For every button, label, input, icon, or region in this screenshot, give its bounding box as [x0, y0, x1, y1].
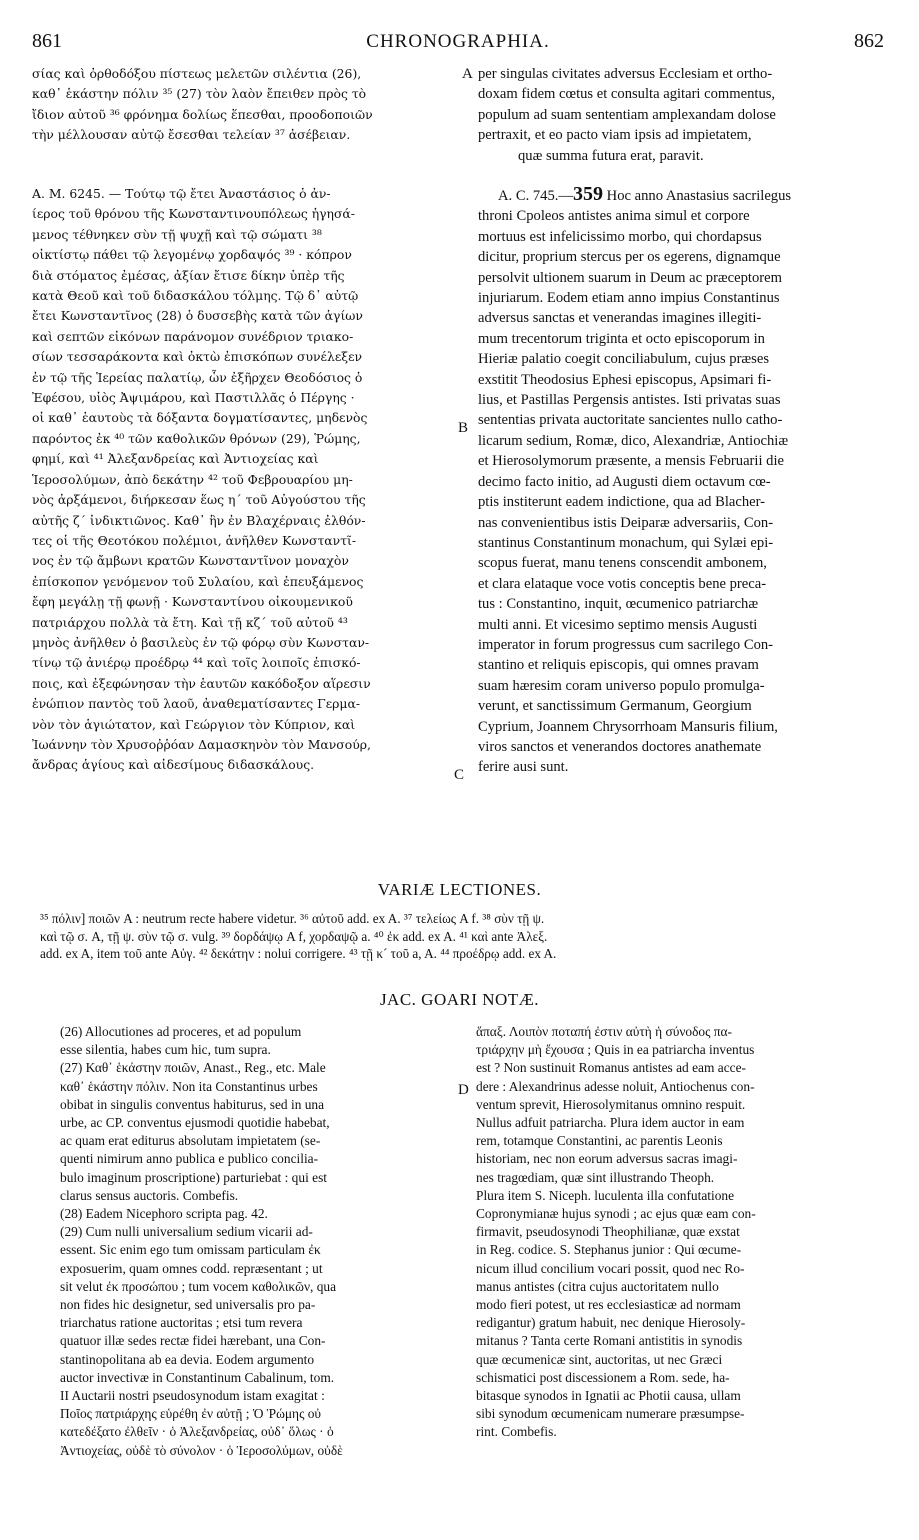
greek-line: οἱ καθ᾽ ἑαυτοὺς τὰ δόξαντα δογματίσαντες, μηδενὸς — [32, 410, 368, 426]
note-line: obibat in singulis conventus habiturus, sed in una — [60, 1096, 325, 1112]
note-line: ventum sprevit, Hierosolymitanus omnino respuit. — [476, 1096, 746, 1112]
variant-line: ³⁵ πόλιν] ποιῶν A : neutrum recte habere videtur. ³⁶ αὐτοῦ add. ex A. ³⁷ τελείως A f. ³⁸ σὺν τῇ ψ. — [40, 911, 545, 926]
greek-line: μενος τέθνηκεν σὺν τῇ ψυχῇ καὶ τῷ σώματι ³⁸ — [32, 226, 322, 242]
note-line: bitasque synodos in Ignatii ac Photii causa, ullam — [476, 1388, 741, 1404]
latin-line: quæ summa futura erat, paravit. — [518, 147, 704, 164]
greek-line: καὶ σεπτῶν εἰκόνων παράνομον συνέδριον τριακο- — [32, 328, 354, 344]
greek-line: Ἐφέσου, υἱὸς Ἀψιμάρου, καὶ Παστιλλᾶς ὁ Πέργης · — [32, 390, 355, 406]
note-line: redigantur) gratum habuit, nec denique Hierosoly- — [476, 1315, 746, 1331]
latin-line: lius, et Pastillas Pergensis antistes. Isti privatas suas — [478, 392, 781, 409]
latin-line: viros sanctos et venerandos doctores anathemate — [478, 738, 762, 755]
note-line: auctor invectivæ in Constantinum Cabalinum, tom. — [60, 1369, 335, 1385]
note-line: nes tragœdiam, quæ sint illustrando Theoph. — [476, 1169, 715, 1185]
greek-main-text — [32, 184, 458, 776]
note-line: rem, totamque Constantini, ac parentis Leonis — [476, 1133, 723, 1149]
latin-line: tus : Constantino, inquit, œcumenico patriarchæ — [478, 596, 759, 613]
latin-line: scopus fuerat, manu tenens conscendit ambonem, — [478, 555, 767, 572]
running-title: CHRONOGRAPHIA. — [366, 31, 550, 52]
margin-letter-b: B — [458, 420, 469, 436]
greek-line: Ἱεροσολύμων, ἀπὸ δεκάτην ⁴² τοῦ Φεβρουαρίου μη- — [32, 471, 353, 487]
greek-continuation — [32, 64, 458, 146]
note-line: nicum illud concilium vocari possit, quod nec Ro- — [476, 1260, 745, 1276]
greek-line: ἔτει Κωνσταντῖνος (28) ὁ δυσσεβὴς κατὰ τῶν ἁγίων — [32, 308, 363, 324]
greek-line: νὸς ἀρξάμενοι, διήρκεσαν ἕως η´ τοῦ Αὐγούστου τῆς — [32, 492, 366, 508]
variant-line: add. ex A, item τοῦ ante Αὐγ. ⁴² δεκάτην : nolui corrigere. ⁴³ τῇ κ´ τοῦ a, A. ⁴⁴ προέδρῳ add. ex A. — [40, 946, 557, 961]
variae-title: VARIÆ LECTIONES. — [377, 880, 542, 899]
latin-line: stantino et reliquis episcopis, qui omnes pravam — [478, 657, 759, 674]
latin-line: persolvit ultionem suarum in Deum ac præceptorem — [478, 269, 782, 286]
note-line: quæ œcumenicæ sint, auctoritas, ut nec Græci — [476, 1351, 723, 1367]
greek-line: ίερος τοῦ θρόνου τῆς Κωνσταντινουπόλεως ἡγησά- — [32, 206, 355, 222]
note-line: stantinopolitana ab ea devia. Eodem argumento — [60, 1351, 315, 1367]
note-line: sit velut ἐκ προσώπου ; tum vocem καθολικῶν, qua — [60, 1278, 337, 1294]
note-line: est ? Non sustinuit Romanus antistes ad eam acce- — [476, 1060, 746, 1076]
latin-line: suam hæresim coram universo populo promulga- — [478, 677, 765, 694]
variae-lectiones — [40, 910, 886, 963]
latin-line: et Hierosolymorum præsente, a mensis Februarii die — [478, 453, 784, 470]
greek-line: οἰκτίστῳ πάθει τῷ λεγομένῳ χορδαψός ³⁹ · κόπρον — [32, 247, 352, 263]
note-line: quatuor illæ sedes rectæ fidei hærebant, una Con- — [60, 1333, 326, 1349]
latin-line: exstitit Theodosius Ephesi episcopus, Apsimari fi- — [478, 371, 772, 388]
note-line: Ποῖος πατριάρχης εὑρέθη ἐν αὐτῇ ; Ὁ Ῥώμης οὐ — [60, 1406, 322, 1422]
note-line: Ἀντιοχείας, οὐδὲ τὸ σύνολον · ὁ Ἱεροσολύμων, οὐδὲ — [60, 1442, 343, 1458]
latin-line: dicitur, proprium stercus per os egerens, dignamque — [478, 249, 781, 266]
latin-line: sententias privata auctoritate sancientes nullo catho- — [478, 412, 783, 429]
note-line: bulo imaginum proscriptione) parturiebat : qui est — [60, 1169, 328, 1185]
latin-line: ferire ausi sunt. — [478, 759, 569, 776]
note-line: modo fieri potest, ut res ecclesiasticæ ad normam — [476, 1297, 741, 1313]
note-line: urbe, ac CP. conventus ejusmodi quotidie habebat, — [60, 1115, 330, 1131]
notes-left-column — [60, 1023, 460, 1460]
greek-line: ἐν τῷ τῆς Ἱερείας παλατίῳ, ὧν ἐξῆρχεν Θεοδόσιος ὁ — [32, 369, 363, 385]
latin-line — [478, 184, 886, 206]
note-line: dere : Alexandrinus adesse noluit, Antiochenus con- — [476, 1078, 755, 1094]
note-line: firmavit, pseudosynodi Theophilianæ, quæ exstat — [476, 1224, 740, 1240]
note-line: essent. Sic enim ego tum omissam particulam ἐκ — [60, 1242, 321, 1258]
greek-line: σίων τεσσαράκοντα καὶ ὀκτὼ ἐπισκόπων συνέλεξεν — [32, 349, 363, 365]
note-line: ἅπαξ. Λοιπὸν ποταπή ἐστιν αὐτὴ ἡ σύνοδος πα- — [476, 1024, 732, 1039]
greek-line: διὰ στόματος ἐμέσας, ἀξίαν ἔτισε δίκην ὑπὲρ τῆς — [32, 267, 345, 283]
greek-line: πατριάρχου πολλὰ τὰ ἔτη. Καὶ τῇ κζ´ τοῦ αὐτοῦ ⁴³ — [32, 614, 348, 630]
note-line: (28) Eadem Nicephoro scripta pag. 42. — [60, 1206, 268, 1222]
greek-line: ἐπίσκοπον γενόμενον τοῦ Συλαίου, καὶ ἐπευξάμενος — [32, 573, 364, 589]
latin-line: injuriarum. Eodem etiam anno impius Constantinus — [478, 290, 780, 307]
note-line: Plura item S. Niceph. luculenta illa confutatione — [476, 1187, 735, 1203]
greek-line: A. M. 6245. — Τούτῳ τῷ ἔτει Ἀναστάσιος ὁ ἀν- — [32, 186, 331, 201]
note-line: exposuerim, quam omnes codd. repræsentant ; ut — [60, 1260, 323, 1276]
notes-title: JAC. GOARI NOTÆ. — [379, 990, 540, 1009]
greek-line: κατὰ Θεοῦ καὶ τοῦ διδασκάλου τόλμης. Τῷ δ᾽ αὐτῷ — [32, 288, 359, 304]
left-page-number: 861 — [32, 30, 62, 52]
note-line: κατεδέξατο ἐλθεῖν · ὁ Ἀλεξανδρείας, οὐδ᾽ ὅλως · ὁ — [60, 1424, 334, 1440]
note-line: mitanus ? Tanta certe Romani antistitis in synodis — [476, 1333, 743, 1349]
greek-line: σίας καὶ ὀρθοδόξου πίστεως μελετῶν σιλέντια (26), — [32, 66, 362, 81]
greek-line: παρόντος ἐκ ⁴⁰ τῶν καθολικῶν θρόνων (29), Ῥώμης, — [32, 430, 361, 446]
greek-line: ἴδιον αὐτοῦ ³⁶ φρόνημα δολίως ἕπεσθαι, προοδοποιῶν — [32, 106, 373, 122]
year-marker: A. C. 745.— — [498, 188, 573, 204]
page-header — [32, 30, 884, 56]
greek-line: μηνὸς ἀνῆλθεν ὁ βασιλεὺς ἐν τῷ φόρῳ σὺν Κωνσταν- — [32, 634, 370, 650]
latin-line: multi anni. Et vicesimo septimo mensis Augusti — [478, 616, 758, 633]
note-line: Nullus adfuit patriarcha. Plura idem auctor in eam — [476, 1115, 745, 1131]
latin-line: nas convenientibus istis Deiparæ adversariis, Con- — [478, 514, 774, 531]
latin-line: stantinus Constantinum monachum, qui Sylæi epi- — [478, 534, 774, 551]
greek-line: ποις, καὶ ἐξεφώνησαν τὴν ἑαυτῶν κακόδοξον αἵρεσιν — [32, 675, 371, 691]
note-line: manus antistes (citra cujus auctoritatem nullo — [476, 1278, 719, 1294]
column-number: 359 — [573, 184, 603, 205]
greek-line: καθ᾽ ἑκάστην πόλιν ³⁵ (27) τὸν λαὸν ἔπειθεν πρὸς τὸ — [32, 86, 367, 102]
latin-line: pertraxit, et eo pacto viam ipsis ad impietatem, — [478, 127, 752, 144]
note-line: Copronymianæ hujus synodi ; ac ejus quæ eam con- — [476, 1206, 756, 1222]
note-line: (26) Allocutiones ad proceres, et ad populum — [60, 1024, 302, 1039]
greek-line: ἄνδρας ἁγίους καὶ αἰδεσίμους διδασκάλους. — [32, 757, 315, 773]
note-line: esse silentia, habes cum hic, tum supra. — [60, 1042, 271, 1058]
note-line: triarchatus ratione auctoritas ; etsi tum revera — [60, 1315, 303, 1331]
note-line: (29) Cum nulli universalium sedium vicarii ad- — [60, 1224, 313, 1240]
latin-line: mortuus est infelicissimo morbo, qui chordapsus — [478, 228, 762, 245]
greek-line: αὐτῆς ζ´ ἰνδικτιῶνος. Καθ᾽ ἣν ἐν Βλαχέρναις ἐλθόν- — [32, 512, 366, 528]
latin-line: Hieriæ palatio coegit conciliabulum, cujus præses — [478, 351, 769, 368]
latin-line: imperator in forum progressus cum sacrilego Con- — [478, 636, 774, 653]
variant-line: καὶ τῷ σ. A, τῇ ψ. σὺν τῷ σ. vulg. ³⁹ δορδάψῳ A f, χορδαψῷ a. ⁴⁰ ἐκ add. ex A. ⁴¹ καὶ ante Ἀλεξ. — [40, 928, 548, 944]
latin-line: licarum sedium, Romæ, dico, Alexandriæ, Antiochiæ — [478, 432, 789, 449]
latin-line: throni Cpoleos antistes anima simul et corpore — [478, 208, 750, 225]
note-line: καθ᾽ ἑκάστην πόλιν. Non ita Constantinus urbes — [60, 1078, 318, 1094]
margin-letter-a: A — [462, 66, 473, 82]
latin-continuation — [478, 64, 886, 166]
greek-line: φημί, καὶ ⁴¹ Ἀλεξανδρείας καὶ Ἀντιοχείας καὶ — [32, 451, 319, 467]
notes-right-column — [476, 1023, 888, 1442]
note-line: rint. Combefis. — [476, 1424, 557, 1440]
note-line: τριάρχην μὴ ἔχουσα ; Quis in ea patriarcha inventus — [476, 1042, 755, 1058]
note-line: II Auctarii nostri pseudosynodum istam exagitat : — [60, 1388, 325, 1404]
latin-line: mum trecentorum triginta et octo episcoporum in — [478, 330, 765, 347]
greek-line: ἔφη μεγάλῃ τῇ φωνῇ · Κωνσταντίνου οἰκουμενικοῦ — [32, 594, 353, 610]
note-line: in Reg. codice. S. Stephanus junior : Qui œcume- — [476, 1242, 742, 1258]
margin-letter-c: C — [454, 767, 465, 783]
note-line: quenti nimirum anno publica e publico concilia- — [60, 1151, 319, 1167]
latin-main-text — [478, 184, 886, 778]
latin-line: ptis institerunt eadem indictione, qua ad Blacher- — [478, 494, 766, 511]
latin-line: adversus sanctas et venerandas imagines illegiti- — [478, 310, 762, 327]
greek-line: Ἰωάννην τὸν Χρυσοῤῥόαν Δαμασκηνὸν τὸν Μανσούρ, — [32, 736, 371, 752]
latin-line: verunt, et sanctissimum Germanum, Georgium — [478, 698, 752, 715]
latin-line: Cyprium, Joannem Chrysorrhoam Mansuris filium, — [478, 718, 778, 735]
greek-line: νος ἐν τῷ ἄμβωνι κρατῶν Κωνσταντῖνον μοναχὸν — [32, 553, 349, 569]
latin-line-start: Hoc anno Anastasius sacrilegus — [606, 188, 792, 204]
note-line: schismatici post discessionem a Rom. sede, ha- — [476, 1369, 730, 1385]
note-line: clarus sensus auctoris. Combefis. — [60, 1187, 239, 1203]
note-line: historiam, nec non eorum adversus sacras imagi- — [476, 1151, 738, 1167]
right-page-number: 862 — [854, 30, 884, 52]
latin-line: doxam fidem cœtus et consulta agitari commentus, — [478, 86, 776, 103]
margin-letter-d: D — [458, 1082, 469, 1098]
greek-line: νὸν τὸν ἁγιώτατον, καὶ Γεώργιον τὸν Κύπριον, καὶ — [32, 716, 356, 732]
greek-line: τὴν μέλλουσαν αὐτῷ ἔσεσθαι τελείαν ³⁷ ἀσέβειαν. — [32, 127, 351, 143]
note-line: sibi synodum œcumenicam numerare præsumpse- — [476, 1406, 745, 1422]
latin-line: et clara elataque voce votis conceptis bene preca- — [478, 575, 767, 592]
latin-line: decimo facto initio, ad Augusti diem octavum cœ- — [478, 473, 771, 490]
latin-line: populum ad suam sententiam amplexandam dolose — [478, 106, 776, 123]
latin-line: per singulas civitates adversus Ecclesiam et ortho- — [478, 66, 773, 82]
note-line: non fides hic designetur, sed universalis pro pa- — [60, 1297, 316, 1313]
greek-line: τες οἱ τῆς Θεοτόκου πολέμιοι, ἀνῆλθεν Κωνσταντῖ- — [32, 532, 357, 548]
greek-line: τίνῳ τῷ ἀνιέρῳ προέδρῳ ⁴⁴ καὶ τοῖς λοιποῖς ἐπισκό- — [32, 655, 361, 671]
note-line: ac quam erat editurus absolutam impietatem (se- — [60, 1133, 321, 1149]
note-line: (27) Καθ᾽ ἑκάστην ποιῶν, Anast., Reg., etc. Male — [60, 1060, 326, 1076]
greek-line: ἐνώπιον παντὸς τοῦ λαοῦ, ἀναθεματίσαντες Γερμα- — [32, 696, 361, 712]
